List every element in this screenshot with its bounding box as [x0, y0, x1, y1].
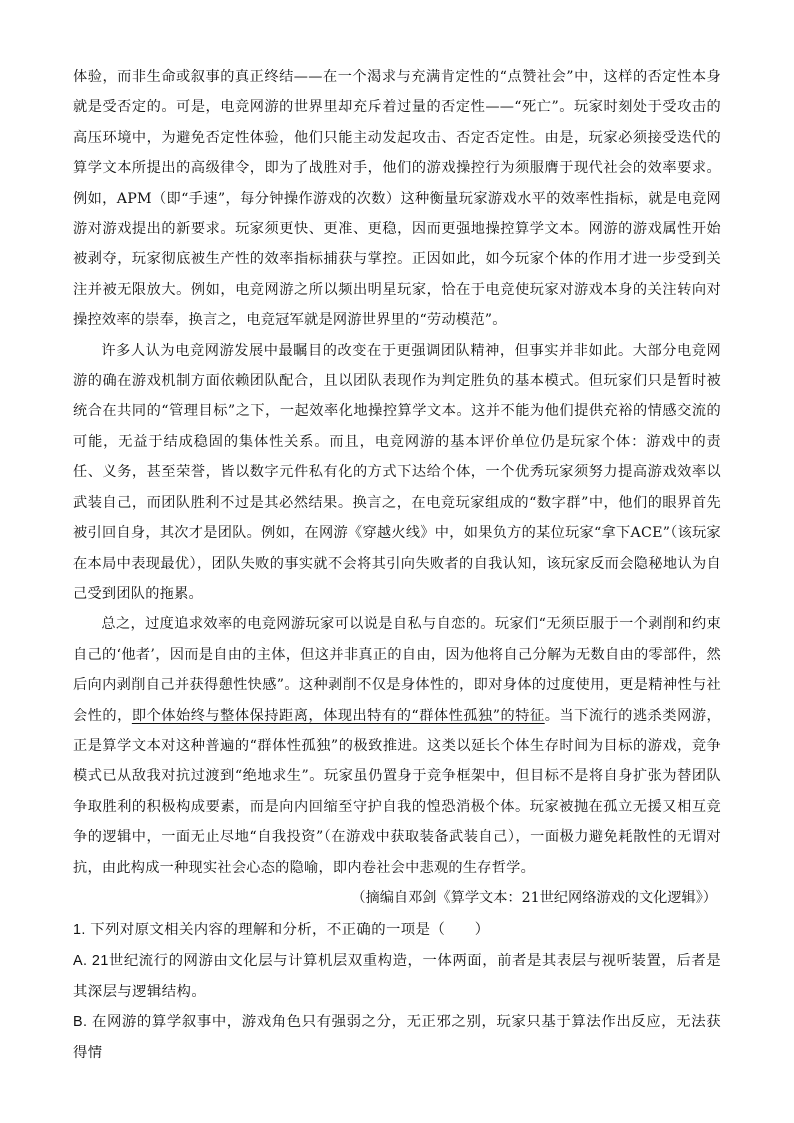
document-page	[73, 62, 721, 1068]
source-citation: （摘编自邓剑《算学文本：21世纪网络游戏的文化逻辑》）	[351, 889, 717, 906]
question-stem: 1. 下列对原文相关内容的理解和分析，不正确的一项是（ ）	[73, 922, 490, 939]
article-paragraph-1: 体验，而非生命或叙事的真正终结——在一个渴求与充满肯定性的“点赞社会”中，这样的否定性本身就是受否定的。可是，电竞网游的世界里却充斥着过量的否定性——“死亡”。玩家时刻处于受攻击的高压环境中，为避免否定性体验，他们只能主动发起攻击、否定否定性。由是，玩家必须接受迭代的算学文本所提出的高级律令，即为了战胜对手，他们的游戏操控行为须服膺于现代社会的效率要求。例如，APM（即“手速”，每分钟操作游戏的次数）这种衡量玩家游戏水平的效率性指标，就是电竞网游对游戏提出的新要求。玩家须更快、更准、更稳，因而更强地操控算学文本。网游的游戏属性开始被剥夺，玩家彻底被生产性的效率指标捕获与掌控。正因如此，如今玩家个体的作用才进一步受到关注并被无限放大。例如，电竞网游之所以频出明星玩家，恰在于电竞使玩家对游戏本身的关注转向对操控效率的崇奉，换言之，电竞冠军就是网游世界里的“劳动模范”。	[73, 69, 721, 329]
option-b: B. 在网游的算学叙事中，游戏角色只有强弱之分，无正邪之别，玩家只基于算法作出反应，无法获得情	[73, 1014, 721, 1061]
article-paragraph-2: 许多人认为电竞网游发展中最瞩目的改变在于更强调团队精神，但事实并非如此。大部分电竞网游的确在游戏机制方面依赖团队配合，且以团队表现作为判定胜负的基本模式。但玩家们只是暂时被统合在共同的“管理目标”之下，一起效率化地操控算学文本。这并不能为他们提供充裕的情感交流的可能，无益于结成稳固的集体性关系。而且，电竞网游的基本评价单位仍是玩家个体：游戏中的责任、义务，甚至荣誉，皆以数字元件私有化的方式下达给个体，一个优秀玩家须努力提高游戏效率以武装自己，而团队胜利不过是其必然结果。换言之，在电竞玩家组成的“数字群”中，他们的眼界首先被引回自身，其次才是团队。例如，在网游《穿越火线》中，如果负方的某位玩家“拿下ACE”（该玩家在本局中表现最优），团队失败的事实就不会将其引向失败者的自我认知，该玩家反而会隐秘地认为自己受到团队的拖累。	[73, 342, 721, 602]
paragraph-3-text-end: 。当下流行的逃杀类网游，正是算学文本对这种普遍的“群体性孤独”的极致推进。这类以延长个体生存时间为目标的游戏，竞争模式已从敌我对抗过渡到“绝地求生”。玩家虽仍置身于竞争框架中，但目标不是将自身扩张为替团队争取胜利的积极构成要素，而是向内回缩至守护自我的惶恐消极个体。玩家被抛在孤立无援又相互竞争的逻辑中，一面无止尽地“自我投资”（在游戏中获取装备武装自己），一面极力避免耗散性的无谓对抗，由此构成一种现实社会心态的隐喻，即内卷社会中悲观的生存哲学。	[73, 707, 721, 876]
paragraph-3-text-start: 总之，过度追求效率的电竞网游玩家可以说是自私与自恋的。玩家们“无须臣服于一个剥削和约束自己的‘他者’，因而是自由的主体，但这并非真正的自由，因为他将自己分解为无数自由的零部件，然后向内剥削自己并获得憩性快感”。这种剥削不仅是身体性的，即对身体的过度使用，更是精神性与社会性的，	[73, 616, 721, 724]
question-1	[73, 915, 721, 1068]
article-paragraph-3	[73, 609, 721, 883]
option-a: A. 21世纪流行的网游由文化层与计算机层双重构造，一体两面，前者是其表层与视听装置，后者是其深层与逻辑结构。	[73, 952, 721, 1000]
underlined-sentence: 即个体始终与整体保持距离，体现出特有的“群体性孤独”的特征	[131, 707, 545, 724]
